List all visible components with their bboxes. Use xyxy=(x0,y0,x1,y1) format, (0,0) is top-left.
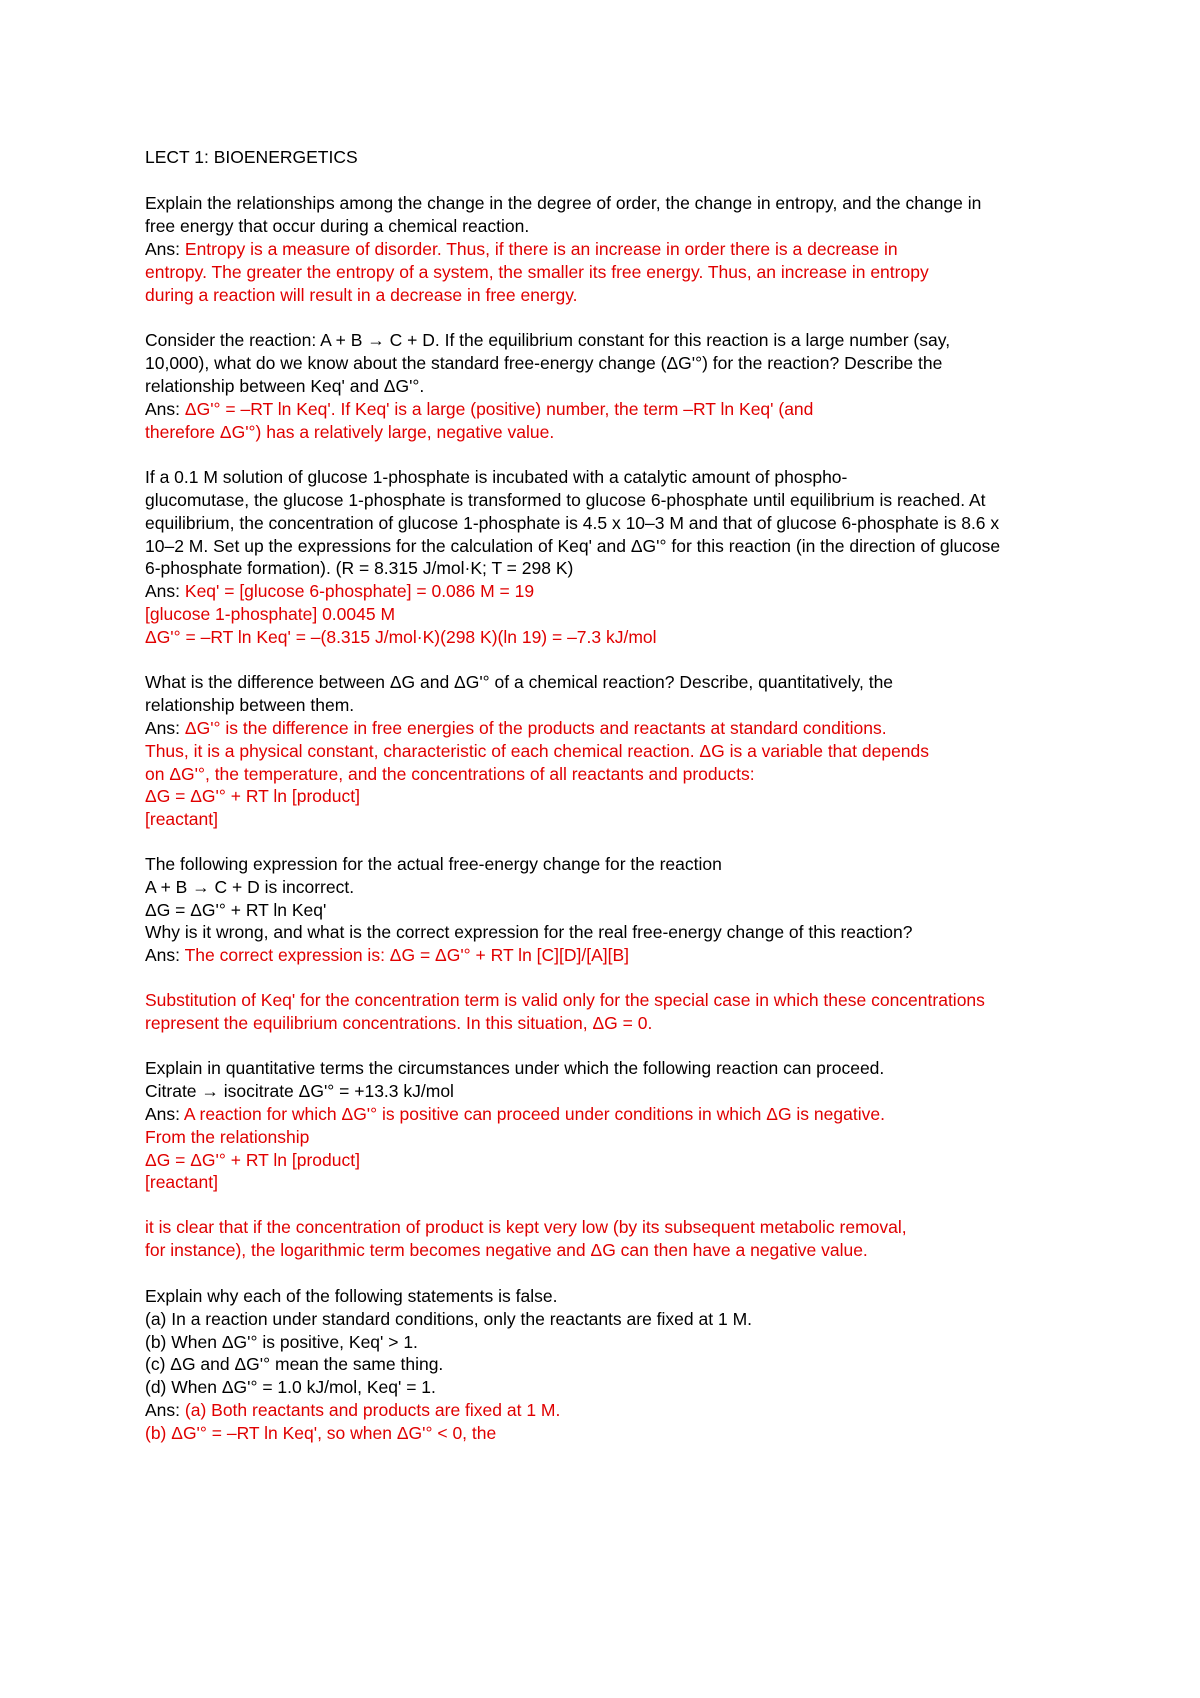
text-line xyxy=(145,420,554,444)
text-line xyxy=(145,351,942,375)
text-line xyxy=(145,1375,436,1399)
answer-text: represent the equilibrium concentrations. In this situation, ΔG = 0. xyxy=(145,1013,653,1033)
question-text: 10–2 M. Set up the expressions for the calculation of Keq' and ΔG'° for this reaction (in the direction of glucose xyxy=(145,536,1001,556)
answer-text: entropy. The greater the entropy of a system, the smaller its free energy. Thus, an increase in entropy xyxy=(145,262,929,282)
text-line xyxy=(145,283,578,307)
question-text: What is the difference between ΔG and ΔG'° of a chemical reaction? Describe, quantitatively, the xyxy=(145,672,894,692)
answer-text: [reactant] xyxy=(145,809,218,829)
text-line xyxy=(145,556,573,580)
question-text: (a) In a reaction under standard conditions, only the reactants are fixed at 1 M. xyxy=(145,1309,753,1329)
text-line xyxy=(145,852,722,876)
text-line xyxy=(145,1215,907,1239)
text-line xyxy=(145,328,950,352)
text-line xyxy=(145,191,981,215)
question-text: ΔG = ΔG'° + RT ln Keq' xyxy=(145,900,327,920)
text-line xyxy=(145,374,424,398)
question-text: Why is it wrong, and what is the correct expression for the real free-energy change of this reaction? xyxy=(145,922,913,942)
answer-text: ΔG = ΔG'° + RT ln [product] xyxy=(145,786,360,806)
question-text: free energy that occur during a chemical reaction. xyxy=(145,216,530,236)
question-text: equilibrium, the concentration of glucose 1-phosphate is 4.5 x 10–3 M and that of glucose 6-phosphate is 8.6 x xyxy=(145,513,1000,533)
text-line xyxy=(145,260,929,284)
answer-text: Thus, it is a physical constant, characteristic of each chemical reaction. ΔG is a variable that depends xyxy=(145,741,930,761)
answer-text: ΔG = ΔG'° + RT ln [product] xyxy=(145,1150,360,1170)
question-text: Ans: xyxy=(145,1400,185,1420)
text-line xyxy=(145,920,912,944)
question-text: relationship between Keq' and ΔG'°. xyxy=(145,376,425,396)
answer-text: for instance), the logarithmic term becomes negative and ΔG can then have a negative value. xyxy=(145,1240,868,1260)
text-line xyxy=(145,988,985,1012)
answer-text: A reaction for which ΔG'° is positive can proceed under conditions in which ΔG is negative. xyxy=(183,1104,885,1124)
text-line xyxy=(145,465,847,489)
text-line xyxy=(145,875,354,899)
answer-text: on ΔG'°, the temperature, and the concentrations of all reactants and products: xyxy=(145,764,755,784)
question-text: Ans: xyxy=(145,1104,184,1124)
text-line xyxy=(145,1307,752,1331)
text-line xyxy=(145,579,534,603)
text-line xyxy=(145,1056,884,1080)
text-line xyxy=(145,762,755,786)
answer-text: Keq' = [glucose 6-phosphate] = 0.086 M = 19 xyxy=(184,581,535,601)
answer-text: [glucose 1-phosphate] 0.0045 M xyxy=(145,604,396,624)
question-text: 10,000), what do we know about the standard free-energy change (ΔG'°) for the reaction? Describe the xyxy=(145,353,943,373)
answer-text: ΔG'° is the difference in free energies of the products and reactants at standard conditions. xyxy=(184,718,887,738)
answer-text: (a) Both reactants and products are fixed at 1 M. xyxy=(184,1400,561,1420)
answer-text: [reactant] xyxy=(145,1172,218,1192)
text-line xyxy=(145,670,893,694)
answer-text: during a reaction will result in a decrease in free energy. xyxy=(145,285,578,305)
text-line xyxy=(145,1079,454,1103)
question-text: A + B → C + D is incorrect. xyxy=(145,877,355,897)
text-line xyxy=(145,534,1000,558)
question-text: 6-phosphate formation). (R = 8.315 J/mol·K; T = 298 K) xyxy=(145,558,574,578)
text-line xyxy=(145,1421,496,1445)
answer-text: therefore ΔG'°) has a relatively large, negative value. xyxy=(145,422,555,442)
answer-text: The correct expression is: ΔG = ΔG'° + RT ln [C][D]/[A][B] xyxy=(184,945,630,965)
question-text: relationship between them. xyxy=(145,695,355,715)
text-line xyxy=(145,1238,868,1262)
text-line xyxy=(145,739,929,763)
text-line xyxy=(145,1170,218,1194)
question-text: glucomutase, the glucose 1-phosphate is transformed to glucose 6-phosphate until equilibrium is reached. At xyxy=(145,490,986,510)
text-line xyxy=(145,488,986,512)
text-line xyxy=(145,1148,360,1172)
text-line xyxy=(145,397,813,421)
question-text: Ans: xyxy=(145,239,185,259)
answer-text: ΔG'° = –RT ln Keq' = –(8.315 J/mol·K)(298 K)(ln 19) = –7.3 kJ/mol xyxy=(145,627,657,647)
text-line xyxy=(145,1330,418,1354)
question-text: (d) When ΔG'° = 1.0 kJ/mol, Keq' = 1. xyxy=(145,1377,436,1397)
text-line xyxy=(145,602,395,626)
text-line xyxy=(145,1352,443,1376)
text-line xyxy=(145,807,218,831)
text-line xyxy=(145,1011,652,1035)
text-line xyxy=(145,625,657,649)
answer-text: Substitution of Keq' for the concentration term is valid only for the special case in which these concentrations xyxy=(145,990,985,1010)
question-text: Ans: xyxy=(145,945,185,965)
question-text: Ans: xyxy=(145,399,185,419)
question-text: (c) ΔG and ΔG'° mean the same thing. xyxy=(145,1354,444,1374)
question-text: Ans: xyxy=(145,718,185,738)
question-text: The following expression for the actual free-energy change for the reaction xyxy=(145,854,722,874)
answer-text: it is clear that if the concentration of product is kept very low (by its subsequent metabolic removal, xyxy=(145,1217,907,1237)
text-line xyxy=(145,898,326,922)
text-line xyxy=(145,716,887,740)
answer-text: ΔG'° = –RT ln Keq'. If Keq' is a large (positive) number, the term –RT ln Keq' (and xyxy=(184,399,814,419)
answer-text: From the relationship xyxy=(145,1127,310,1147)
question-text: Explain why each of the following statements is false. xyxy=(145,1286,558,1306)
question-text: (b) When ΔG'° is positive, Keq' > 1. xyxy=(145,1332,418,1352)
text-line xyxy=(145,1398,560,1422)
text-line xyxy=(145,237,898,261)
answer-text: (b) ΔG'° = –RT ln Keq', so when ΔG'° < 0, the xyxy=(145,1423,497,1443)
text-line xyxy=(145,511,999,535)
text-line xyxy=(145,214,529,238)
text-line xyxy=(145,1284,557,1308)
text-line xyxy=(145,784,360,808)
question-text: Explain in quantitative terms the circumstances under which the following reaction can proceed. xyxy=(145,1058,885,1078)
question-text: Consider the reaction: A + B → C + D. If the equilibrium constant for this reaction is a large number (say, xyxy=(145,330,951,350)
text-line xyxy=(145,693,354,717)
text-line xyxy=(145,943,629,967)
text-line xyxy=(145,1125,309,1149)
document-title: LECT 1: BIOENERGETICS xyxy=(145,147,358,167)
answer-text: Entropy is a measure of disorder. Thus, if there is an increase in order there is a decrease in xyxy=(184,239,898,259)
question-text: Citrate → isocitrate ΔG'° = +13.3 kJ/mol xyxy=(145,1081,454,1101)
question-text: If a 0.1 M solution of glucose 1-phosphate is incubated with a catalytic amount of phospho- xyxy=(145,467,848,487)
question-text: Explain the relationships among the change in the degree of order, the change in entropy, and the change in xyxy=(145,193,982,213)
question-text: Ans: xyxy=(145,581,185,601)
text-line xyxy=(145,1102,885,1126)
